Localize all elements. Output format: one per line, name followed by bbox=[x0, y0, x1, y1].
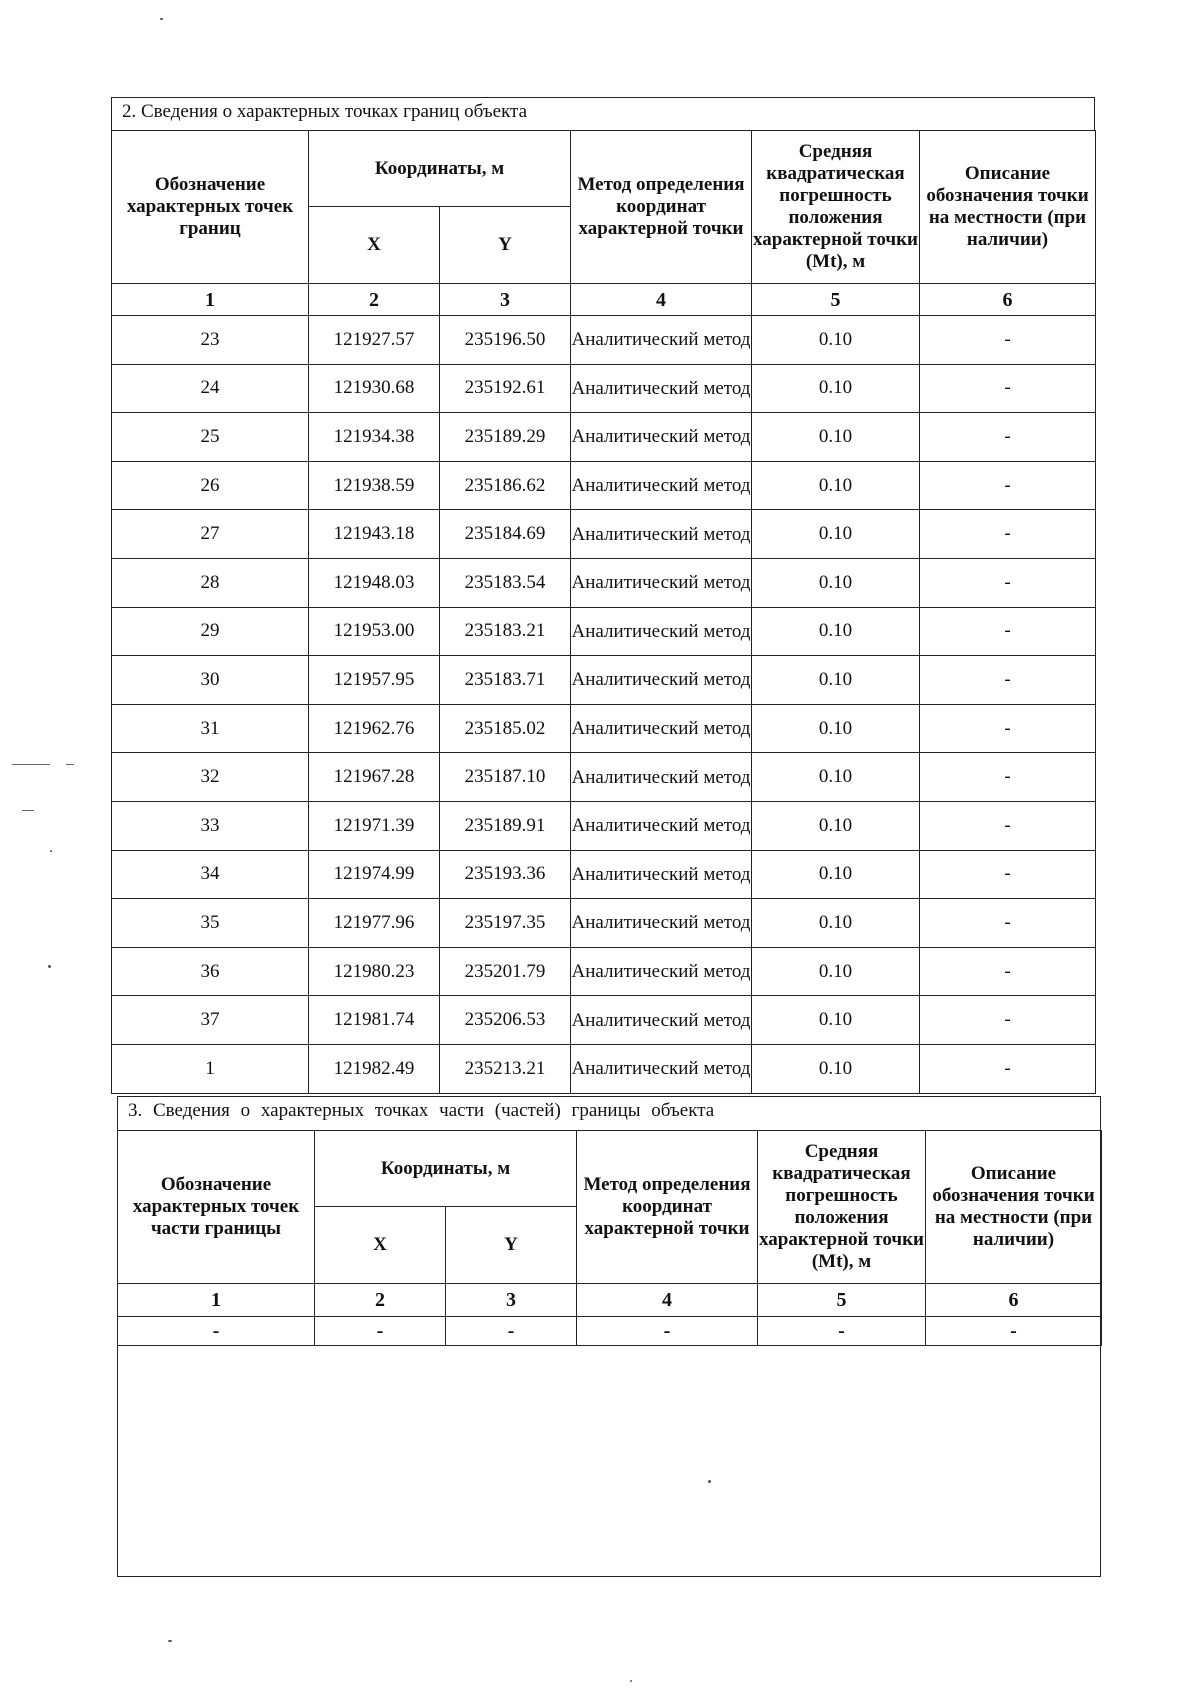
column-number: 6 bbox=[920, 284, 1096, 316]
method-cell bbox=[571, 510, 752, 559]
column-number: 3 bbox=[446, 1284, 577, 1317]
y-coordinate-cell-text: 235186.62 bbox=[464, 474, 546, 496]
y-coordinate-cell-text: 235189.29 bbox=[464, 425, 546, 447]
point-number-cell bbox=[112, 510, 309, 559]
mt-error-cell-text: 0.10 bbox=[818, 328, 853, 350]
empty-cell: - bbox=[315, 1317, 446, 1346]
description-cell-text: - bbox=[1004, 474, 1011, 496]
method-cell bbox=[571, 364, 752, 413]
x-coordinate-cell-text: 121934.38 bbox=[333, 425, 415, 447]
description-cell bbox=[920, 801, 1096, 850]
y-coordinate-cell-text: 235187.10 bbox=[464, 766, 546, 788]
x-coordinate-cell-text: 121980.23 bbox=[333, 960, 415, 982]
y-coordinate-cell-text: 235201.79 bbox=[464, 960, 546, 982]
point-number-cell-text: 1 bbox=[205, 1057, 215, 1079]
table-row bbox=[112, 850, 1096, 899]
x-coordinate-cell bbox=[309, 607, 440, 656]
x-coordinate-cell-text: 121977.96 bbox=[333, 911, 415, 933]
method-cell-text: Аналитический метод bbox=[571, 912, 751, 934]
description-cell bbox=[920, 947, 1096, 996]
method-cell-text: Аналитический метод bbox=[571, 475, 751, 497]
y-coordinate-cell-text: 235197.35 bbox=[464, 911, 546, 933]
column-number: 2 bbox=[315, 1284, 446, 1317]
mt-error-cell-text: 0.10 bbox=[818, 766, 853, 788]
section-2-rows bbox=[112, 316, 1096, 1094]
table-row bbox=[112, 607, 1096, 656]
header-description: Описание обозначения точки на местности (при наличии) bbox=[920, 131, 1096, 284]
point-number-cell bbox=[112, 656, 309, 705]
y-coordinate-cell bbox=[440, 704, 571, 753]
table-row bbox=[112, 510, 1096, 559]
method-cell bbox=[571, 947, 752, 996]
mt-error-cell-text: 0.10 bbox=[818, 1009, 853, 1031]
table-row bbox=[112, 656, 1096, 705]
method-cell bbox=[571, 899, 752, 948]
method-cell-text: Аналитический метод bbox=[571, 961, 751, 983]
description-cell bbox=[920, 899, 1096, 948]
mt-error-cell bbox=[752, 413, 920, 462]
empty-cell: - bbox=[118, 1317, 315, 1346]
x-coordinate-cell bbox=[309, 1044, 440, 1093]
mt-error-cell bbox=[752, 704, 920, 753]
table-row bbox=[118, 1317, 1102, 1346]
point-number-cell-text: 23 bbox=[200, 328, 220, 350]
section-2-table bbox=[111, 130, 1096, 1094]
x-coordinate-cell-text: 121943.18 bbox=[333, 523, 415, 545]
mt-error-cell bbox=[752, 850, 920, 899]
mt-error-cell-text: 0.10 bbox=[818, 911, 853, 933]
y-coordinate-cell bbox=[440, 1044, 571, 1093]
scan-speck bbox=[168, 1640, 172, 1642]
description-cell bbox=[920, 996, 1096, 1045]
method-cell-text: Аналитический метод bbox=[571, 329, 751, 351]
mt-error-cell bbox=[752, 461, 920, 510]
table-row bbox=[112, 947, 1096, 996]
x-coordinate-cell-text: 121981.74 bbox=[333, 1009, 415, 1031]
x-coordinate-cell bbox=[309, 850, 440, 899]
mt-error-cell bbox=[752, 510, 920, 559]
mt-error-cell bbox=[752, 656, 920, 705]
mt-error-cell bbox=[752, 316, 920, 365]
point-number-cell-text: 35 bbox=[200, 911, 220, 933]
description-cell bbox=[920, 413, 1096, 462]
description-cell-text: - bbox=[1004, 668, 1011, 690]
method-cell-text: Аналитический метод bbox=[571, 523, 751, 545]
point-number-cell-text: 31 bbox=[200, 717, 220, 739]
description-cell-text: - bbox=[1004, 960, 1011, 982]
header-x: X bbox=[315, 1207, 446, 1284]
x-coordinate-cell-text: 121971.39 bbox=[333, 814, 415, 836]
table-row bbox=[112, 461, 1096, 510]
description-cell-text: - bbox=[1004, 620, 1011, 642]
header-error: Средняя квадратическая погрешность положения характерной точки (Mt), м bbox=[758, 1131, 926, 1284]
header-y: Y bbox=[440, 207, 571, 284]
mt-error-cell-text: 0.10 bbox=[818, 814, 853, 836]
mt-error-cell-text: 0.10 bbox=[818, 425, 853, 447]
table-row bbox=[112, 899, 1096, 948]
mt-error-cell-text: 0.10 bbox=[818, 474, 853, 496]
mt-error-cell-text: 0.10 bbox=[818, 1057, 853, 1079]
x-coordinate-cell bbox=[309, 801, 440, 850]
method-cell-text: Аналитический метод bbox=[571, 572, 751, 594]
method-cell-text: Аналитический метод bbox=[571, 766, 751, 788]
table-row bbox=[112, 996, 1096, 1045]
method-cell bbox=[571, 801, 752, 850]
mt-error-cell-text: 0.10 bbox=[818, 571, 853, 593]
y-coordinate-cell bbox=[440, 850, 571, 899]
scan-speck bbox=[22, 810, 34, 811]
mt-error-cell bbox=[752, 364, 920, 413]
column-number: 2 bbox=[309, 284, 440, 316]
method-cell bbox=[571, 413, 752, 462]
y-coordinate-cell bbox=[440, 607, 571, 656]
point-number-cell bbox=[112, 899, 309, 948]
method-cell bbox=[571, 850, 752, 899]
description-cell-text: - bbox=[1004, 717, 1011, 739]
header-coordinates: Координаты, м bbox=[315, 1131, 577, 1207]
section-2-frame bbox=[111, 97, 1095, 131]
description-cell bbox=[920, 461, 1096, 510]
description-cell bbox=[920, 704, 1096, 753]
table-row bbox=[112, 704, 1096, 753]
point-number-cell-text: 30 bbox=[200, 668, 220, 690]
y-coordinate-cell bbox=[440, 656, 571, 705]
x-coordinate-cell bbox=[309, 704, 440, 753]
point-number-cell-text: 29 bbox=[200, 620, 220, 642]
method-cell bbox=[571, 996, 752, 1045]
header-error: Средняя квадратическая погрешность положения характерной точки (Mt), м bbox=[752, 131, 920, 284]
mt-error-cell-text: 0.10 bbox=[818, 863, 853, 885]
mt-error-cell bbox=[752, 996, 920, 1045]
mt-error-cell bbox=[752, 607, 920, 656]
point-number-cell-text: 32 bbox=[200, 766, 220, 788]
y-coordinate-cell-text: 235185.02 bbox=[464, 717, 546, 739]
table-row bbox=[112, 316, 1096, 365]
y-coordinate-cell bbox=[440, 413, 571, 462]
point-number-cell bbox=[112, 316, 309, 365]
method-cell-text: Аналитический метод bbox=[571, 620, 751, 642]
header-coordinates: Координаты, м bbox=[309, 131, 571, 207]
y-coordinate-cell-text: 235183.21 bbox=[464, 620, 546, 642]
description-cell bbox=[920, 316, 1096, 365]
empty-cell: - bbox=[758, 1317, 926, 1346]
method-cell bbox=[571, 656, 752, 705]
header-method: Метод определения координат характерной точки bbox=[571, 131, 752, 284]
y-coordinate-cell-text: 235206.53 bbox=[464, 1009, 546, 1031]
point-number-cell bbox=[112, 704, 309, 753]
x-coordinate-cell bbox=[309, 899, 440, 948]
y-coordinate-cell-text: 235196.50 bbox=[464, 328, 546, 350]
point-number-cell-text: 33 bbox=[200, 814, 220, 836]
y-coordinate-cell bbox=[440, 753, 571, 802]
mt-error-cell bbox=[752, 1044, 920, 1093]
point-number-cell-text: 28 bbox=[200, 571, 220, 593]
description-cell bbox=[920, 510, 1096, 559]
y-coordinate-cell bbox=[440, 364, 571, 413]
mt-error-cell bbox=[752, 801, 920, 850]
mt-error-cell-text: 0.10 bbox=[818, 377, 853, 399]
x-coordinate-cell bbox=[309, 413, 440, 462]
y-coordinate-cell-text: 235183.54 bbox=[464, 571, 546, 593]
description-cell-text: - bbox=[1004, 1009, 1011, 1031]
description-cell-text: - bbox=[1004, 766, 1011, 788]
empty-cell: - bbox=[926, 1317, 1102, 1346]
section-2-title: 2. Сведения о характерных точках границ объекта bbox=[122, 101, 528, 122]
x-coordinate-cell bbox=[309, 996, 440, 1045]
table-row bbox=[112, 364, 1096, 413]
x-coordinate-cell bbox=[309, 461, 440, 510]
method-cell-text: Аналитический метод bbox=[571, 815, 751, 837]
x-coordinate-cell bbox=[309, 316, 440, 365]
point-number-cell bbox=[112, 753, 309, 802]
description-cell-text: - bbox=[1004, 425, 1011, 447]
y-coordinate-cell-text: 235183.71 bbox=[464, 668, 546, 690]
empty-cell: - bbox=[446, 1317, 577, 1346]
point-number-cell bbox=[112, 801, 309, 850]
mt-error-cell bbox=[752, 753, 920, 802]
description-cell-text: - bbox=[1004, 1057, 1011, 1079]
point-number-cell bbox=[112, 461, 309, 510]
description-cell bbox=[920, 753, 1096, 802]
x-coordinate-cell bbox=[309, 364, 440, 413]
x-coordinate-cell-text: 121948.03 bbox=[333, 571, 415, 593]
column-number: 1 bbox=[112, 284, 309, 316]
section-3-title: 3. Сведения о характерных точках части (частей) границы объекта bbox=[128, 1100, 715, 1121]
y-coordinate-cell bbox=[440, 558, 571, 607]
table-row bbox=[112, 1044, 1096, 1093]
y-coordinate-cell bbox=[440, 316, 571, 365]
point-number-cell-text: 34 bbox=[200, 863, 220, 885]
header-description: Описание обозначения точки на местности (при наличии) bbox=[926, 1131, 1102, 1284]
scan-speck bbox=[160, 18, 163, 20]
point-number-cell bbox=[112, 1044, 309, 1093]
method-cell bbox=[571, 704, 752, 753]
description-cell-text: - bbox=[1004, 523, 1011, 545]
mt-error-cell bbox=[752, 558, 920, 607]
section-3-table bbox=[117, 1130, 1102, 1346]
column-number: 3 bbox=[440, 284, 571, 316]
mt-error-cell-text: 0.10 bbox=[818, 523, 853, 545]
method-cell bbox=[571, 461, 752, 510]
description-cell bbox=[920, 656, 1096, 705]
method-cell bbox=[571, 1044, 752, 1093]
scan-speck bbox=[50, 850, 52, 852]
point-number-cell bbox=[112, 996, 309, 1045]
x-coordinate-cell bbox=[309, 558, 440, 607]
x-coordinate-cell-text: 121962.76 bbox=[333, 717, 415, 739]
method-cell-text: Аналитический метод bbox=[571, 669, 751, 691]
header-designation: Обозначение характерных точек границ bbox=[112, 131, 309, 284]
point-number-cell bbox=[112, 947, 309, 996]
table-row bbox=[112, 413, 1096, 462]
y-coordinate-cell-text: 235184.69 bbox=[464, 523, 546, 545]
point-number-cell bbox=[112, 850, 309, 899]
method-cell-text: Аналитический метод bbox=[571, 863, 751, 885]
point-number-cell-text: 37 bbox=[200, 1009, 220, 1031]
table-row bbox=[112, 801, 1096, 850]
method-cell bbox=[571, 607, 752, 656]
point-number-cell-text: 24 bbox=[200, 377, 220, 399]
y-coordinate-cell bbox=[440, 947, 571, 996]
column-number: 1 bbox=[118, 1284, 315, 1317]
y-coordinate-cell bbox=[440, 510, 571, 559]
table-row bbox=[112, 753, 1096, 802]
method-cell-text: Аналитический метод bbox=[571, 718, 751, 740]
method-cell-text: Аналитический метод bbox=[571, 377, 751, 399]
description-cell-text: - bbox=[1004, 863, 1011, 885]
column-number: 6 bbox=[926, 1284, 1102, 1317]
mt-error-cell-text: 0.10 bbox=[818, 960, 853, 982]
description-cell bbox=[920, 558, 1096, 607]
mt-error-cell bbox=[752, 899, 920, 948]
point-number-cell-text: 27 bbox=[200, 523, 220, 545]
point-number-cell bbox=[112, 607, 309, 656]
y-coordinate-cell-text: 235192.61 bbox=[464, 377, 546, 399]
x-coordinate-cell bbox=[309, 753, 440, 802]
y-coordinate-cell bbox=[440, 996, 571, 1045]
column-number: 5 bbox=[758, 1284, 926, 1317]
mt-error-cell-text: 0.10 bbox=[818, 668, 853, 690]
point-number-cell bbox=[112, 364, 309, 413]
column-number: 4 bbox=[571, 284, 752, 316]
y-coordinate-cell-text: 235193.36 bbox=[464, 863, 546, 885]
point-number-cell-text: 36 bbox=[200, 960, 220, 982]
method-cell bbox=[571, 316, 752, 365]
x-coordinate-cell-text: 121938.59 bbox=[333, 474, 415, 496]
x-coordinate-cell-text: 121953.00 bbox=[333, 620, 415, 642]
empty-cell: - bbox=[577, 1317, 758, 1346]
mt-error-cell bbox=[752, 947, 920, 996]
x-coordinate-cell bbox=[309, 947, 440, 996]
method-cell bbox=[571, 558, 752, 607]
description-cell-text: - bbox=[1004, 328, 1011, 350]
description-cell-text: - bbox=[1004, 377, 1011, 399]
scan-speck bbox=[708, 1480, 711, 1483]
y-coordinate-cell bbox=[440, 899, 571, 948]
y-coordinate-cell-text: 235189.91 bbox=[464, 814, 546, 836]
description-cell bbox=[920, 850, 1096, 899]
description-cell-text: - bbox=[1004, 814, 1011, 836]
mt-error-cell-text: 0.10 bbox=[818, 717, 853, 739]
method-cell-text: Аналитический метод bbox=[571, 426, 751, 448]
column-number: 4 bbox=[577, 1284, 758, 1317]
x-coordinate-cell bbox=[309, 510, 440, 559]
description-cell bbox=[920, 1044, 1096, 1093]
x-coordinate-cell-text: 121927.57 bbox=[333, 328, 415, 350]
point-number-cell bbox=[112, 558, 309, 607]
header-method: Метод определения координат характерной точки bbox=[577, 1131, 758, 1284]
x-coordinate-cell-text: 121982.49 bbox=[333, 1057, 415, 1079]
description-cell bbox=[920, 607, 1096, 656]
description-cell-text: - bbox=[1004, 911, 1011, 933]
x-coordinate-cell-text: 121930.68 bbox=[333, 377, 415, 399]
y-coordinate-cell bbox=[440, 461, 571, 510]
scan-speck bbox=[630, 1680, 632, 1682]
point-number-cell bbox=[112, 413, 309, 462]
scan-speck bbox=[48, 965, 51, 968]
header-designation: Обозначение характерных точек части границы bbox=[118, 1131, 315, 1284]
y-coordinate-cell-text: 235213.21 bbox=[464, 1057, 546, 1079]
x-coordinate-cell-text: 121957.95 bbox=[333, 668, 415, 690]
method-cell bbox=[571, 753, 752, 802]
y-coordinate-cell bbox=[440, 801, 571, 850]
x-coordinate-cell bbox=[309, 656, 440, 705]
point-number-cell-text: 26 bbox=[200, 474, 220, 496]
scan-speck bbox=[66, 764, 74, 765]
x-coordinate-cell-text: 121974.99 bbox=[333, 863, 415, 885]
method-cell-text: Аналитический метод bbox=[571, 1009, 751, 1031]
point-number-cell-text: 25 bbox=[200, 425, 220, 447]
mt-error-cell-text: 0.10 bbox=[818, 620, 853, 642]
scan-speck bbox=[12, 764, 50, 765]
description-cell-text: - bbox=[1004, 571, 1011, 593]
method-cell-text: Аналитический метод bbox=[571, 1058, 751, 1080]
description-cell bbox=[920, 364, 1096, 413]
table-row bbox=[112, 558, 1096, 607]
header-y: Y bbox=[446, 1207, 577, 1284]
header-x: X bbox=[309, 207, 440, 284]
x-coordinate-cell-text: 121967.28 bbox=[333, 766, 415, 788]
column-number: 5 bbox=[752, 284, 920, 316]
